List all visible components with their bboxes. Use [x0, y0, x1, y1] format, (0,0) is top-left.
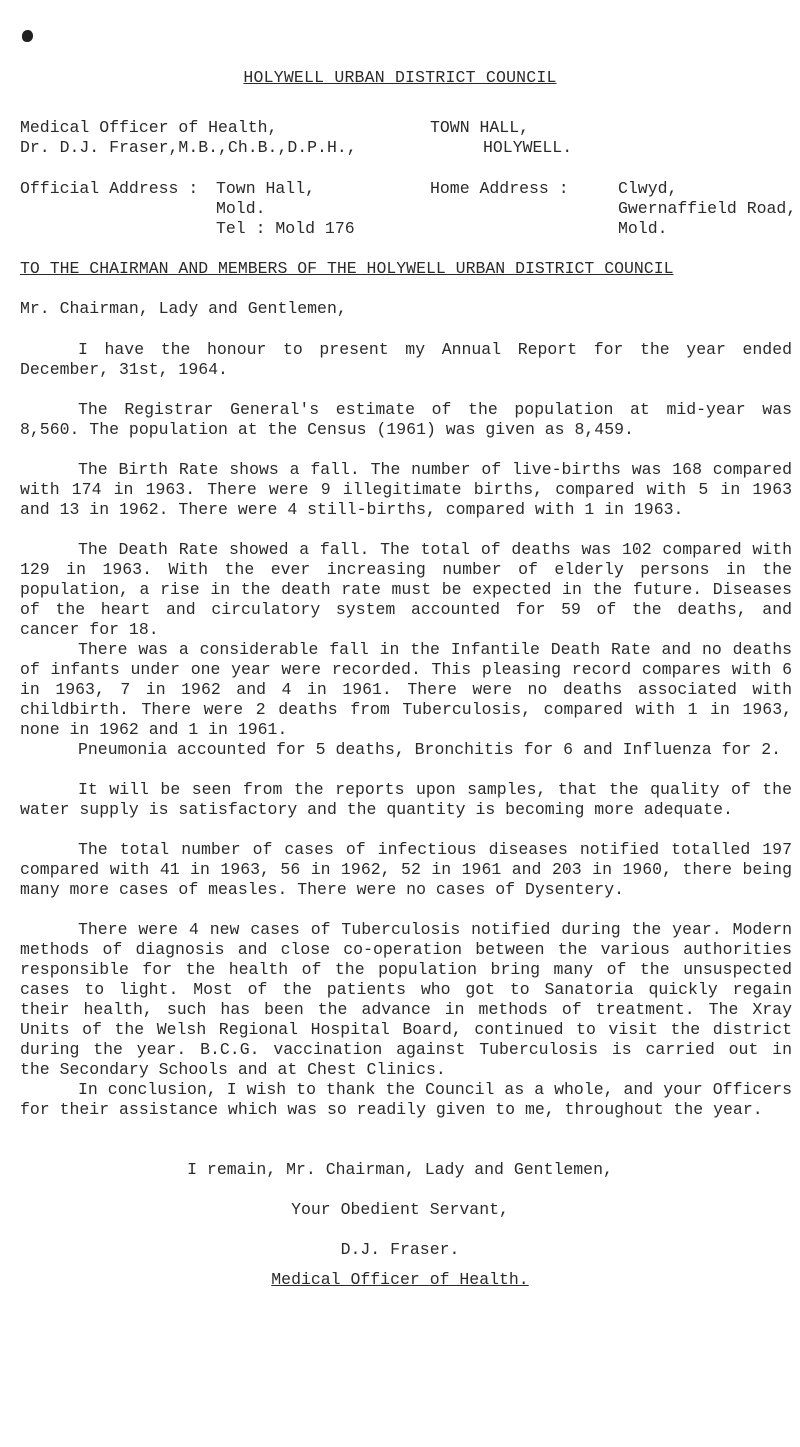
paragraph-water-supply: It will be seen from the reports upon samples, that the quality of the water supply is satisfactory and the quantity is becoming more adequate.	[20, 780, 792, 819]
officer-name: Dr. D.J. Fraser,M.B.,Ch.B.,D.P.H.,	[20, 138, 357, 157]
paragraph-intro: I have the honour to present my Annual Report for the year ended December, 31st, 1964.	[20, 340, 792, 379]
official-address-line-2: Mold.	[216, 199, 266, 218]
paragraph-infant-mortality: There was a considerable fall in the Infantile Death Rate and no deaths of infants under one year were recorded. This pleasing record compares with 6 in 1963, 7 in 1962 and 4 in 1961. There were no deaths associated with childbirth. There were 2 deaths from Tuberculosis, compared with 1 in 1963, none in 1962 and 1 in 1961.	[20, 640, 792, 739]
official-address-label: Official Address :	[20, 179, 199, 198]
paragraph-infectious-diseases: The total number of cases of infectious diseases notified totalled 197 compared with 41 in 1963, 56 in 1962, 52 in 1961 and 203 in 1960, there being many more cases of measles. There were no cases of Dysentery.	[20, 840, 792, 899]
home-address-label: Home Address :	[430, 179, 569, 198]
council-title: HOLYWELL URBAN DISTRICT COUNCIL	[243, 68, 557, 87]
official-address-line-3: Tel : Mold 176	[216, 219, 355, 238]
home-address-line-2: Gwernaffield Road,	[618, 199, 797, 218]
venue-line-1: TOWN HALL,	[430, 118, 530, 137]
venue-line-2: HOLYWELL.	[483, 138, 573, 157]
paragraph-respiratory-deaths: Pneumonia accounted for 5 deaths, Bronchitis for 6 and Influenza for 2.	[78, 740, 782, 759]
addressee-heading: TO THE CHAIRMAN AND MEMBERS OF THE HOLYWELL URBAN DISTRICT COUNCIL	[20, 259, 674, 278]
valediction: Your Obedient Servant,	[291, 1200, 509, 1219]
home-address-line-3: Mold.	[618, 219, 668, 238]
closing-line: I remain, Mr. Chairman, Lady and Gentlemen,	[187, 1160, 613, 1179]
officer-role: Medical Officer of Health,	[20, 118, 278, 137]
paragraph-population: The Registrar General's estimate of the population at mid-year was 8,560. The population at the Census (1961) was given as 8,459.	[20, 400, 792, 439]
punch-hole-mark	[22, 30, 33, 42]
paragraph-conclusion: In conclusion, I wish to thank the Council as a whole, and your Officers for their assistance which was so readily given to me, throughout the year.	[20, 1080, 792, 1119]
home-address-line-1: Clwyd,	[618, 179, 678, 198]
salutation: Mr. Chairman, Lady and Gentlemen,	[20, 299, 347, 318]
paragraph-death-rate: The Death Rate showed a fall. The total of deaths was 102 compared with 129 in 1963. With the ever increasing number of elderly persons in the population, a rise in the death rate must be expected in the future. Diseases of the heart and circulatory system accounted for 59 of the deaths, and cancer for 18.	[20, 540, 792, 639]
official-address-line-1: Town Hall,	[216, 179, 316, 198]
signature-name: D.J. Fraser.	[340, 1240, 460, 1259]
signature-title: Medical Officer of Health.	[271, 1270, 529, 1289]
paragraph-birth-rate: The Birth Rate shows a fall. The number of live-births was 168 compared with 174 in 1963. There were 9 illegitimate births, compared with 5 in 1963 and 13 in 1962. There were 4 still-births, compared with 1 in 1963.	[20, 460, 792, 519]
paragraph-tuberculosis: There were 4 new cases of Tuberculosis notified during the year. Modern methods of diagnosis and close co-operation between the various authorities responsible for the health of the population bring many of the unsuspected cases to light. Most of the patients who got to Sanatoria quickly regain their health, such has been the advance in methods of treatment. The Xray Units of the Welsh Regional Hospital Board, continued to visit the district during the year. B.C.G. vaccination against Tuberculosis is carried out in the Secondary Schools and at Chest Clinics.	[20, 920, 792, 1079]
